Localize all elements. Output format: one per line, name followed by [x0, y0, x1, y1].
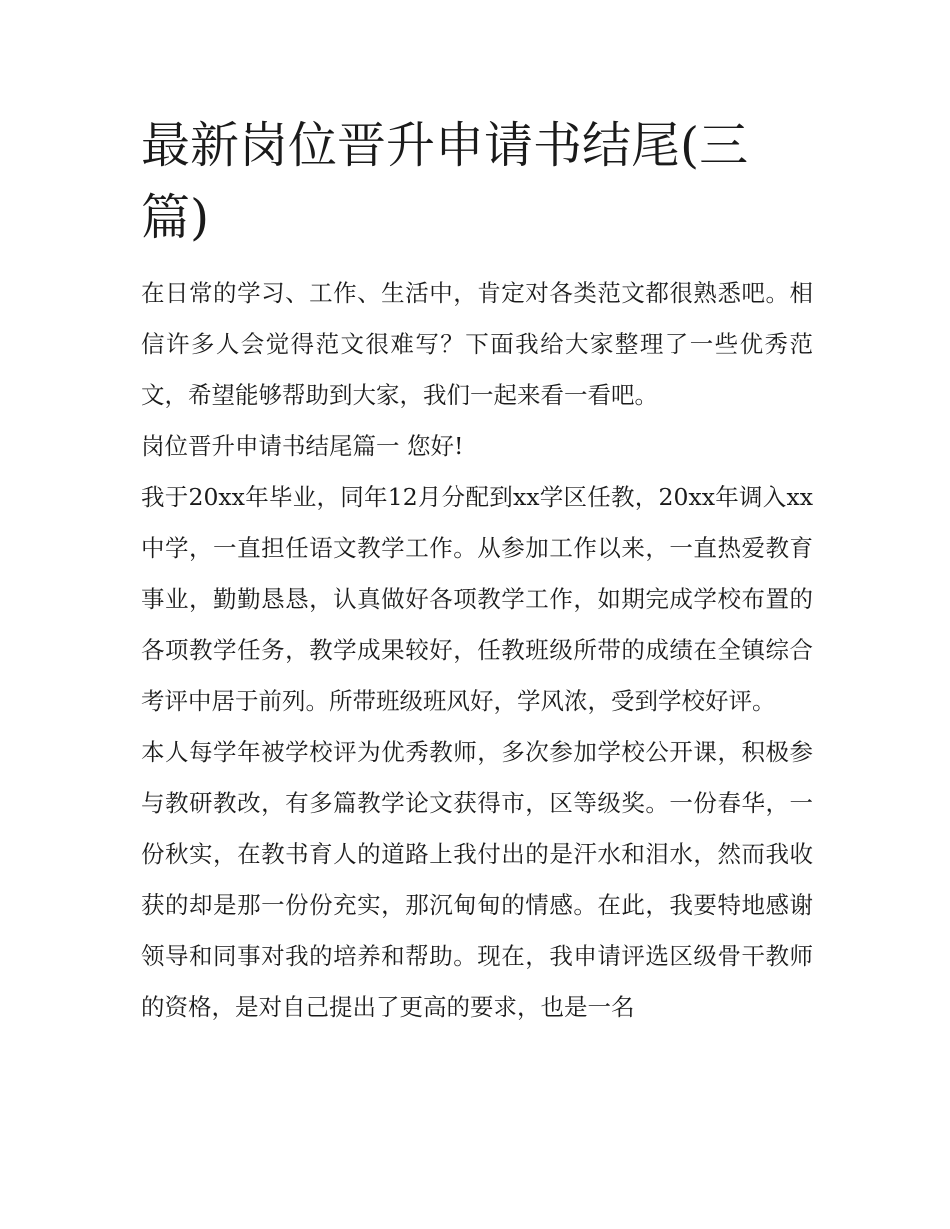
intro-paragraph: 在日常的学习、工作、生活中，肯定对各类范文都很熟悉吧。相信许多人会觉得范文很难写？下面我给大家整理了一些优秀范文，希望能够帮助到大家，我们一起来看一看吧。: [141, 279, 813, 409]
title-line-1: 最新岗位晋升申请书结尾(三: [141, 117, 749, 174]
body-paragraph-1: 我于20xx年毕业，同年12月分配到xx学区任教，20xx年调入xx中学，一直担任语文教学工作。从参加工作以来，一直热爱教育事业，勤勤恳恳，认真做好各项教学工作，如期完成学校布置的各项教学任务，教学成果较好，任教班级所带的成绩在全镇综合考评中居于前列。所带班级班风好，学风浓，受到学校好评。: [141, 483, 813, 715]
title-line-2: 篇): [141, 189, 210, 246]
body-paragraph-2: 本人每学年被学校评为优秀教师，多次参加学校公开课，积极参与教研教改，有多篇教学论文获得市，区等级奖。一份春华，一份秋实，在教书育人的道路上我付出的是汗水和泪水，然而我收获的却是那一份份充实，那沉甸甸的情感。在此，我要特地感谢领导和同事对我的培养和帮助。现在，我申请评选区级骨干教师的资格，是对自己提出了更高的要求，也是一名: [141, 738, 813, 1021]
document-title: [141, 110, 813, 254]
document-page: [141, 110, 813, 1033]
section-heading-paragraph: 岗位晋升申请书结尾篇一 您好!: [141, 432, 464, 460]
